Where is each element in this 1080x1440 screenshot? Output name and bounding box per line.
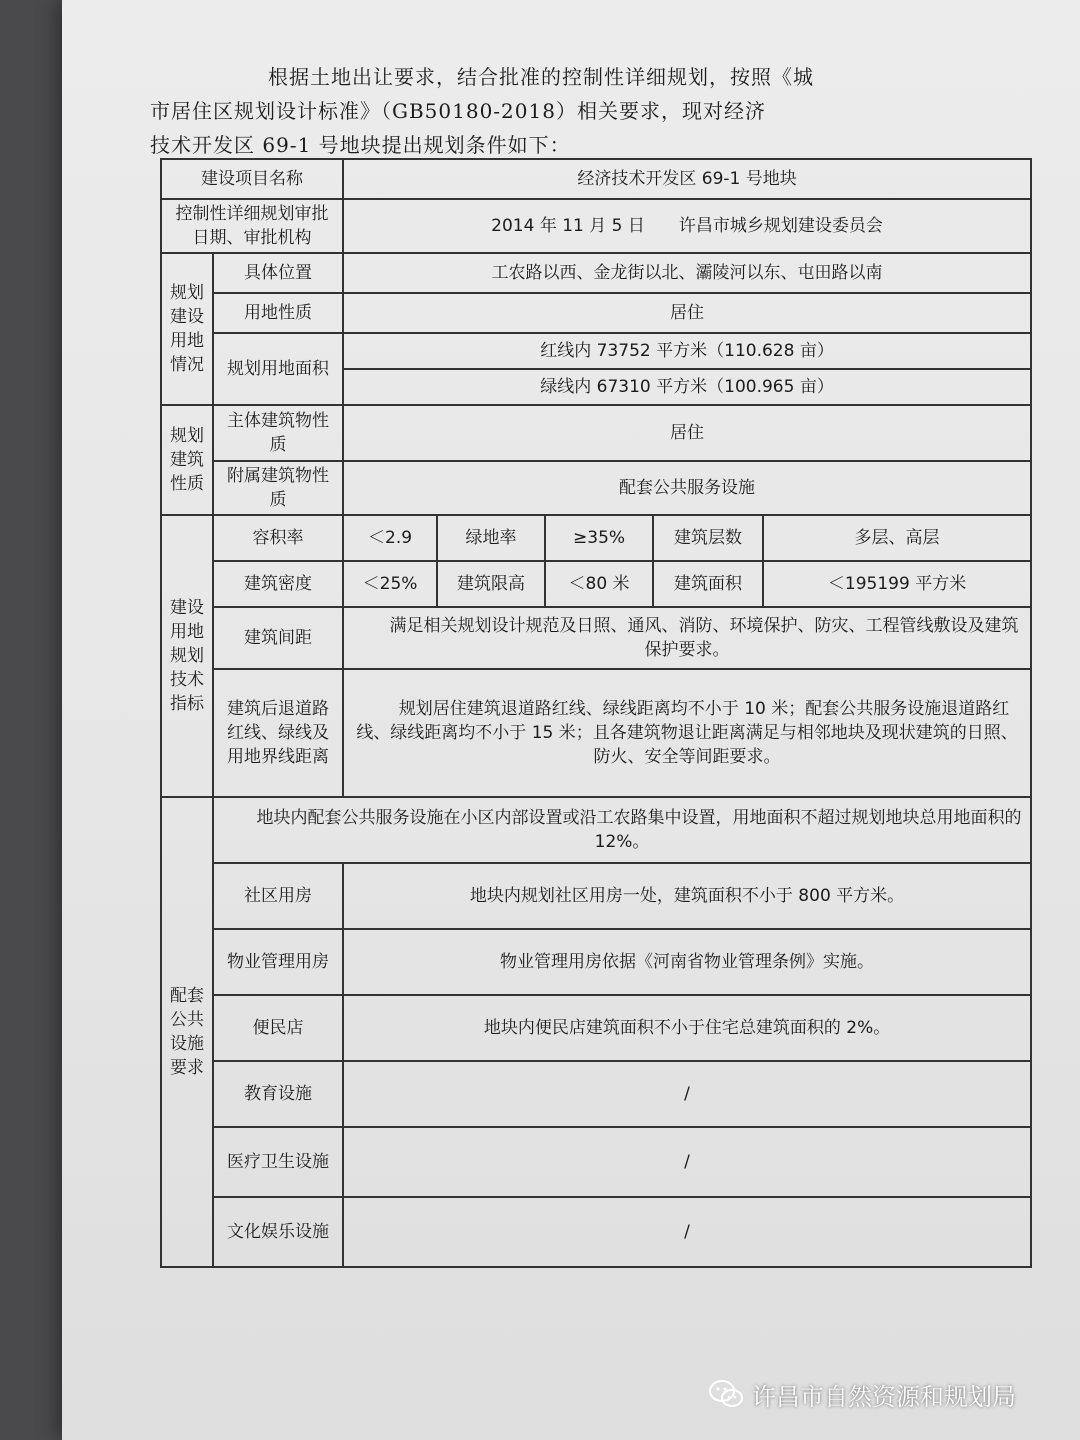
setback-value: 规划居住建筑退道路红线、绿线距离均不小于 10 米；配套公共服务设施退道路红线、绿线距离均不小于 15 米；且各建筑物退让距离满足与相邻地块及现状建筑的日照、防火、安全等间距要求。 xyxy=(343,669,1031,797)
wechat-icon xyxy=(708,1379,744,1409)
property-room-label: 物业管理用房 xyxy=(213,929,343,995)
facilities-section-label: 配套公共设施要求 xyxy=(161,797,213,1267)
convenience-store-label: 便民店 xyxy=(213,995,343,1061)
density-label: 建筑密度 xyxy=(213,561,343,607)
intro-paragraph xyxy=(150,60,910,162)
facilities-general: 地块内配套公共服务设施在小区内部设置或沿工农路集中设置，用地面积不超过规划地块总用地面积的 12%。 xyxy=(213,797,1031,863)
tech-section-label: 建设用地规划技术指标 xyxy=(161,515,213,797)
gfa-value: ＜195199 平方米 xyxy=(763,561,1031,607)
floors-value: 多层、高层 xyxy=(763,515,1031,561)
project-name-label: 建设项目名称 xyxy=(161,159,343,199)
property-room-value: 物业管理用房依据《河南省物业管理条例》实施。 xyxy=(343,929,1031,995)
table-row xyxy=(161,293,1031,333)
table-row xyxy=(161,515,1031,561)
table-row xyxy=(161,797,1031,863)
table-row xyxy=(161,461,1031,515)
community-room-label: 社区用房 xyxy=(213,863,343,929)
main-building-label: 主体建筑物性质 xyxy=(213,405,343,461)
far-value: ＜2.9 xyxy=(343,515,437,561)
spacing-label: 建筑间距 xyxy=(213,607,343,669)
intro-line-2: 市居住区规划设计标准》（GB50180-2018）相关要求，现对经济 xyxy=(150,99,766,123)
land-use-label: 用地性质 xyxy=(213,293,343,333)
aux-building-value: 配套公共服务设施 xyxy=(343,461,1031,515)
culture-value: / xyxy=(343,1197,1031,1267)
spacing-value: 满足相关规划设计规范及日照、通风、消防、环境保护、防灾、工程管线敷设及建筑保护要求。 xyxy=(343,607,1031,669)
watermark-text: 许昌市自然资源和规划局 xyxy=(752,1382,1016,1411)
planning-conditions-table xyxy=(160,158,1032,1268)
intro-line-3: 技术开发区 69-1 号地块提出规划条件如下： xyxy=(150,133,571,157)
table-row xyxy=(161,995,1031,1061)
table-row xyxy=(161,863,1031,929)
area-green-value: 绿线内 67310 平方米（100.965 亩） xyxy=(343,369,1031,405)
gfa-label: 建筑面积 xyxy=(653,561,763,607)
community-room-value: 地块内规划社区用房一处，建筑面积不小于 800 平方米。 xyxy=(343,863,1031,929)
intro-line-1: 根据土地出让要求，结合批准的控制性详细规划，按照《城 xyxy=(268,65,814,89)
building-section-label: 规划建筑性质 xyxy=(161,405,213,515)
location-label: 具体位置 xyxy=(213,253,343,293)
medical-label: 医疗卫生设施 xyxy=(213,1127,343,1197)
culture-label: 文化娱乐设施 xyxy=(213,1197,343,1267)
approval-label: 控制性详细规划审批日期、审批机构 xyxy=(161,199,343,253)
table-row xyxy=(161,1197,1031,1267)
project-name-value: 经济技术开发区 69-1 号地块 xyxy=(343,159,1031,199)
table-row xyxy=(161,929,1031,995)
table-row xyxy=(161,1127,1031,1197)
education-label: 教育设施 xyxy=(213,1061,343,1127)
account-watermark xyxy=(708,1374,1016,1414)
location-value: 工农路以西、金龙街以北、灞陵河以东、屯田路以南 xyxy=(343,253,1031,293)
green-ratio-label: 绿地率 xyxy=(437,515,545,561)
land-use-value: 居住 xyxy=(343,293,1031,333)
aux-building-label: 附属建筑物性质 xyxy=(213,461,343,515)
table-row xyxy=(161,159,1031,199)
green-ratio-value: ≥35% xyxy=(545,515,653,561)
medical-value: / xyxy=(343,1127,1031,1197)
area-label: 规划用地面积 xyxy=(213,333,343,405)
height-limit-value: ＜80 米 xyxy=(545,561,653,607)
table-row xyxy=(161,333,1031,369)
density-value: ＜25% xyxy=(343,561,437,607)
table-row xyxy=(161,405,1031,461)
table-row xyxy=(161,1061,1031,1127)
far-label: 容积率 xyxy=(213,515,343,561)
floors-label: 建筑层数 xyxy=(653,515,763,561)
education-value: / xyxy=(343,1061,1031,1127)
area-red-value: 红线内 73752 平方米（110.628 亩） xyxy=(343,333,1031,369)
table-row xyxy=(161,253,1031,293)
setback-label: 建筑后退道路红线、绿线及用地界线距离 xyxy=(213,669,343,797)
table-row xyxy=(161,561,1031,607)
table-row xyxy=(161,669,1031,797)
height-limit-label: 建筑限高 xyxy=(437,561,545,607)
table-row xyxy=(161,199,1031,253)
table-row xyxy=(161,607,1031,669)
convenience-store-value: 地块内便民店建筑面积不小于住宅总建筑面积的 2%。 xyxy=(343,995,1031,1061)
main-building-value: 居住 xyxy=(343,405,1031,461)
approval-value: 2014 年 11 月 5 日 许昌市城乡规划建设委员会 xyxy=(343,199,1031,253)
land-section-label: 规划建设用地情况 xyxy=(161,253,213,405)
